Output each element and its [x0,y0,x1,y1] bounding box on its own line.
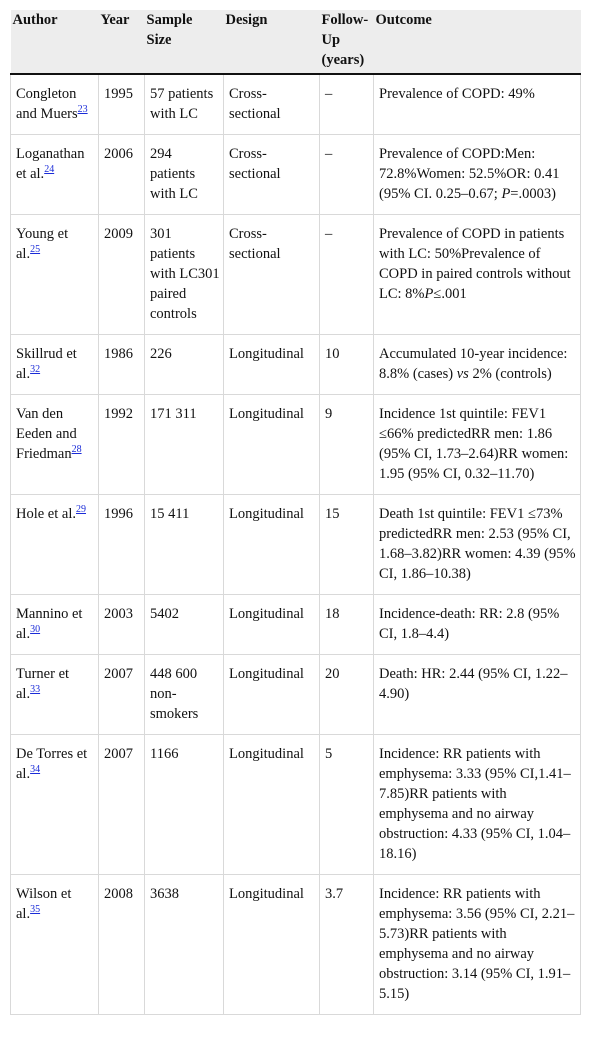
cell-sample-size: 226 [145,335,224,395]
reference-link[interactable]: 32 [30,364,41,376]
cell-design: Longitudinal [224,655,320,735]
reference-link[interactable]: 24 [44,164,55,176]
cell-follow-up: – [320,135,374,215]
table-body [11,74,581,1015]
cell-sample-size: 1166 [145,735,224,875]
reference-link[interactable]: 33 [30,684,41,696]
cell-author: Loganathan et al.$^{24}$ [11,135,99,215]
cell-design: Cross-sectional [224,135,320,215]
cell-year: 2006 [99,135,145,215]
cell-outcome: Incidence 1st quintile: FEV1 ≤66% predictedRR men: 1.86 (95% CI, 1.73–2.64)RR women: 1.95 (95% CI, 0.32–11.70) [374,395,581,495]
table-row [11,875,581,1015]
cell-follow-up: 10 [320,335,374,395]
cell-year: 2009 [99,215,145,335]
cell-author: De Torres et al.$^{34}$ [11,735,99,875]
cell-design: Longitudinal [224,875,320,1015]
cell-follow-up: 20 [320,655,374,735]
header-year: Year [99,10,145,74]
table-row [11,595,581,655]
table-header [11,10,581,74]
cell-outcome: Incidence: RR patients with emphysema: 3.56 (95% CI, 2.21–5.73)RR patients with emphysema and no airway obstruction: 3.14 (95% CI, 1.91–5.15) [374,875,581,1015]
reference-link[interactable]: 23 [77,104,88,116]
cell-follow-up: 9 [320,395,374,495]
cell-outcome: Death: HR: 2.44 (95% CI, 1.22–4.90) [374,655,581,735]
cell-sample-size: 171 311 [145,395,224,495]
header-row [11,10,581,74]
cell-design: Longitudinal [224,735,320,875]
cell-follow-up: 3.7 [320,875,374,1015]
cell-follow-up: 15 [320,495,374,595]
cell-author: Mannino et al.$^{30}$ [11,595,99,655]
cell-year: 1995 [99,74,145,135]
cell-follow-up: – [320,74,374,135]
cell-author: Wilson et al.$^{35}$ [11,875,99,1015]
cell-design: Longitudinal [224,335,320,395]
table-row [11,495,581,595]
cell-year: 2008 [99,875,145,1015]
reference-link[interactable]: 28 [71,444,82,456]
cell-design: Longitudinal [224,495,320,595]
header-follow-up: Follow-Up (years) [320,10,374,74]
cell-year: 2007 [99,735,145,875]
cell-outcome: Incidence: RR patients with emphysema: 3.33 (95% CI,1.41–7.85)RR patients with emphysema and no airway obstruction: 4.33 (95% CI, 1.04–18.16) [374,735,581,875]
table-row [11,335,581,395]
cell-outcome: Death 1st quintile: FEV1 ≤73% predictedRR men: 2.53 (95% CI, 1.68–3.82)RR women: 4.39 (95% CI, 1.86–10.38) [374,495,581,595]
table-row [11,215,581,335]
cell-follow-up: 5 [320,735,374,875]
cell-design: Cross-sectional [224,74,320,135]
table-row [11,655,581,735]
studies-table [10,10,581,1015]
table-row [11,395,581,495]
cell-sample-size: 294 patients with LC [145,135,224,215]
cell-author: Hole et al.$^{29}$ [11,495,99,595]
cell-outcome: Prevalence of COPD: 49% [374,74,581,135]
header-sample-size: Sample Size [145,10,224,74]
cell-follow-up: 18 [320,595,374,655]
table-row [11,735,581,875]
cell-follow-up: – [320,215,374,335]
cell-author: Turner et al.$^{33}$ [11,655,99,735]
cell-author: Young et al.$^{25}$ [11,215,99,335]
reference-link[interactable]: 25 [30,244,41,256]
cell-design: Longitudinal [224,395,320,495]
cell-design: Cross-sectional [224,215,320,335]
cell-year: 1992 [99,395,145,495]
cell-sample-size: 5402 [145,595,224,655]
cell-outcome: Incidence-death: RR: 2.8 (95% CI, 1.8–4.4) [374,595,581,655]
reference-link[interactable]: 35 [30,904,41,916]
cell-year: 1986 [99,335,145,395]
cell-author: Congleton and Muers$^{23}$ [11,74,99,135]
reference-link[interactable]: 29 [76,504,86,516]
cell-sample-size: 448 600 non-smokers [145,655,224,735]
cell-author: Skillrud et al.$^{32}$ [11,335,99,395]
cell-sample-size: 15 411 [145,495,224,595]
cell-year: 2007 [99,655,145,735]
table-row [11,135,581,215]
header-author: Author [11,10,99,74]
cell-year: 1996 [99,495,145,595]
cell-outcome: Accumulated 10-year incidence: 8.8% (cases) vs 2% (controls) [374,335,581,395]
table-row [11,74,581,135]
cell-sample-size: 301 patients with LC301 paired controls [145,215,224,335]
cell-outcome: Prevalence of COPD:Men: 72.8%Women: 52.5%OR: 0.41 (95% CI. 0.25–0.67; P=.0003) [374,135,581,215]
reference-link[interactable]: 30 [30,624,41,636]
cell-outcome: Prevalence of COPD in patients with LC: 50%Prevalence of COPD in paired controls without LC: 8%P≤.001 [374,215,581,335]
header-design: Design [224,10,320,74]
cell-author: Van den Eeden and Friedman$^{28}$ [11,395,99,495]
cell-sample-size: 3638 [145,875,224,1015]
header-outcome: Outcome [374,10,581,74]
cell-sample-size: 57 patients with LC [145,74,224,135]
cell-design: Longitudinal [224,595,320,655]
cell-year: 2003 [99,595,145,655]
reference-link[interactable]: 34 [30,764,41,776]
